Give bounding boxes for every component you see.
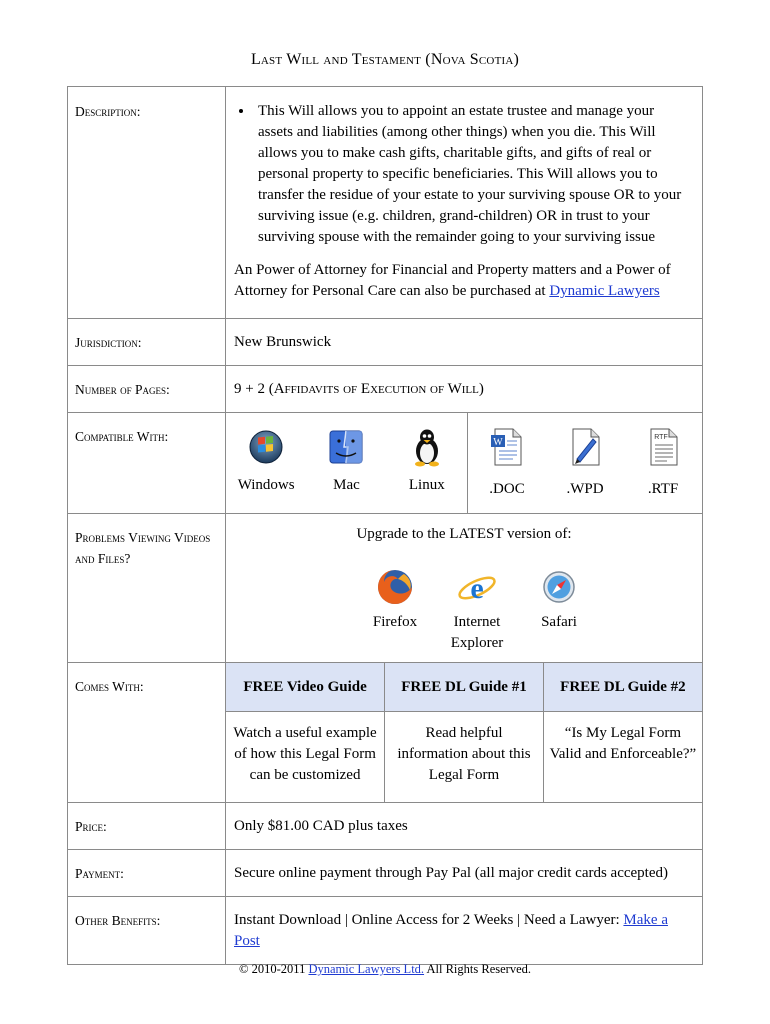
internet-explorer-icon [456,566,498,608]
firefox-icon [374,566,416,608]
os-list [226,413,468,513]
problems-row [68,514,703,663]
dl-guide-2-header: FREE DL Guide #2 [543,663,702,712]
svg-text:W: W [493,437,503,448]
benefits-row [68,897,703,965]
browser-label: Safari [541,614,577,630]
safari-icon [538,566,580,608]
os-label: Windows [237,477,295,493]
price-label: Price: [75,819,107,834]
description-row [68,87,703,319]
benefits-label: Other Benefits: [75,913,161,928]
description-label: Description: [75,104,141,119]
jurisdiction-label: Jurisdiction: [75,335,142,350]
linux-icon [405,425,449,469]
payment-value: Secure online payment through Pay Pal (all major credit cards accepted) [234,865,669,881]
browser-internet-explorer[interactable] [436,566,518,654]
guides-table [226,663,702,802]
file-rtf [624,413,702,513]
file-format-list [468,413,702,513]
os-mac [306,413,386,513]
dynamic-lawyers-ltd-link[interactable]: Dynamic Lawyers Ltd. [308,962,425,976]
pages-row [68,366,703,413]
rtf-file-icon [641,425,685,469]
file-wpd [546,413,624,513]
file-label: .RTF [647,481,679,497]
video-guide-text: Watch a useful example of how this Legal Form can be customized [233,725,377,783]
svg-text:e: e [470,572,484,605]
copyright-footer: © 2010-2011 Dynamic Lawyers Ltd. All Rights Reserved. [239,962,531,976]
os-windows [226,413,306,513]
browser-safari[interactable] [518,566,600,654]
problems-label: Problems Viewing Videos and Files? [75,530,211,566]
doc-file-icon [485,425,529,469]
comes-with-row [68,663,703,803]
svg-text:RTF: RTF [654,434,668,441]
comes-with-label: Comes With: [75,679,144,694]
os-label: Mac [333,477,360,493]
video-guide-header: FREE Video Guide [226,663,385,712]
product-details-table [67,86,703,965]
document-title: Last Will and Testament (Nova Scotia) [250,51,520,68]
poa-paragraph: An Power of Attorney for Financial and Property matters and a Power of Attorney for Personal Care can also be purchased at Dynamic Lawyers [234,262,671,299]
dl-guide-1-text: Read helpful information about this Legal Form [385,712,544,803]
file-label: .DOC [489,481,525,497]
pages-value: 9 + 2 (Affidavits of Execution of Will) [234,381,484,397]
file-doc [468,413,546,513]
file-label: .WPD [566,481,604,497]
compatible-row [68,413,703,514]
browser-firefox[interactable] [354,566,436,654]
jurisdiction-value: New Brunswick [234,334,332,350]
windows-icon [244,425,288,469]
compatible-label: Compatible With: [75,429,169,444]
jurisdiction-row [68,319,703,366]
wpd-file-icon [563,425,607,469]
mac-icon [324,425,368,469]
browser-label: Internet Explorer [450,614,504,651]
browser-label: Firefox [372,614,418,630]
os-linux [387,413,467,513]
price-row [68,803,703,850]
benefits-value: Instant Download | Online Access for 2 Weeks | Need a Lawyer: Make a Post [234,912,668,949]
pages-label: Number of Pages: [75,382,170,397]
dynamic-lawyers-link[interactable]: Dynamic Lawyers [549,283,660,299]
dl-guide-2-text: “Is My Legal Form Valid and Enforceable?” [543,712,702,803]
browsers-heading: Upgrade to the LATEST version of: [356,526,572,542]
price-value: Only $81.00 CAD plus taxes [234,818,408,834]
description-bullet: • This Will allows you to appoint an estate trustee and manage your assets and liabilities (among other things) when you die. This Will allows you to make cash gifts, charitable gifts, and gifts of real or personal property to specific beneficiaries. This Will allows you to transfer the residue of your estate to your surviving spouse OR to your surviving issue (e.g. children, grand-children) OR in trust to your surviving spouse with the remainder going to your surviving issue [254,101,688,248]
dl-guide-1-header: FREE DL Guide #1 [385,663,544,712]
os-label: Linux [408,477,445,493]
payment-row [68,850,703,897]
payment-label: Payment: [75,866,124,881]
make-a-post-link[interactable]: Make a Post [234,912,668,949]
browser-list [354,566,600,654]
